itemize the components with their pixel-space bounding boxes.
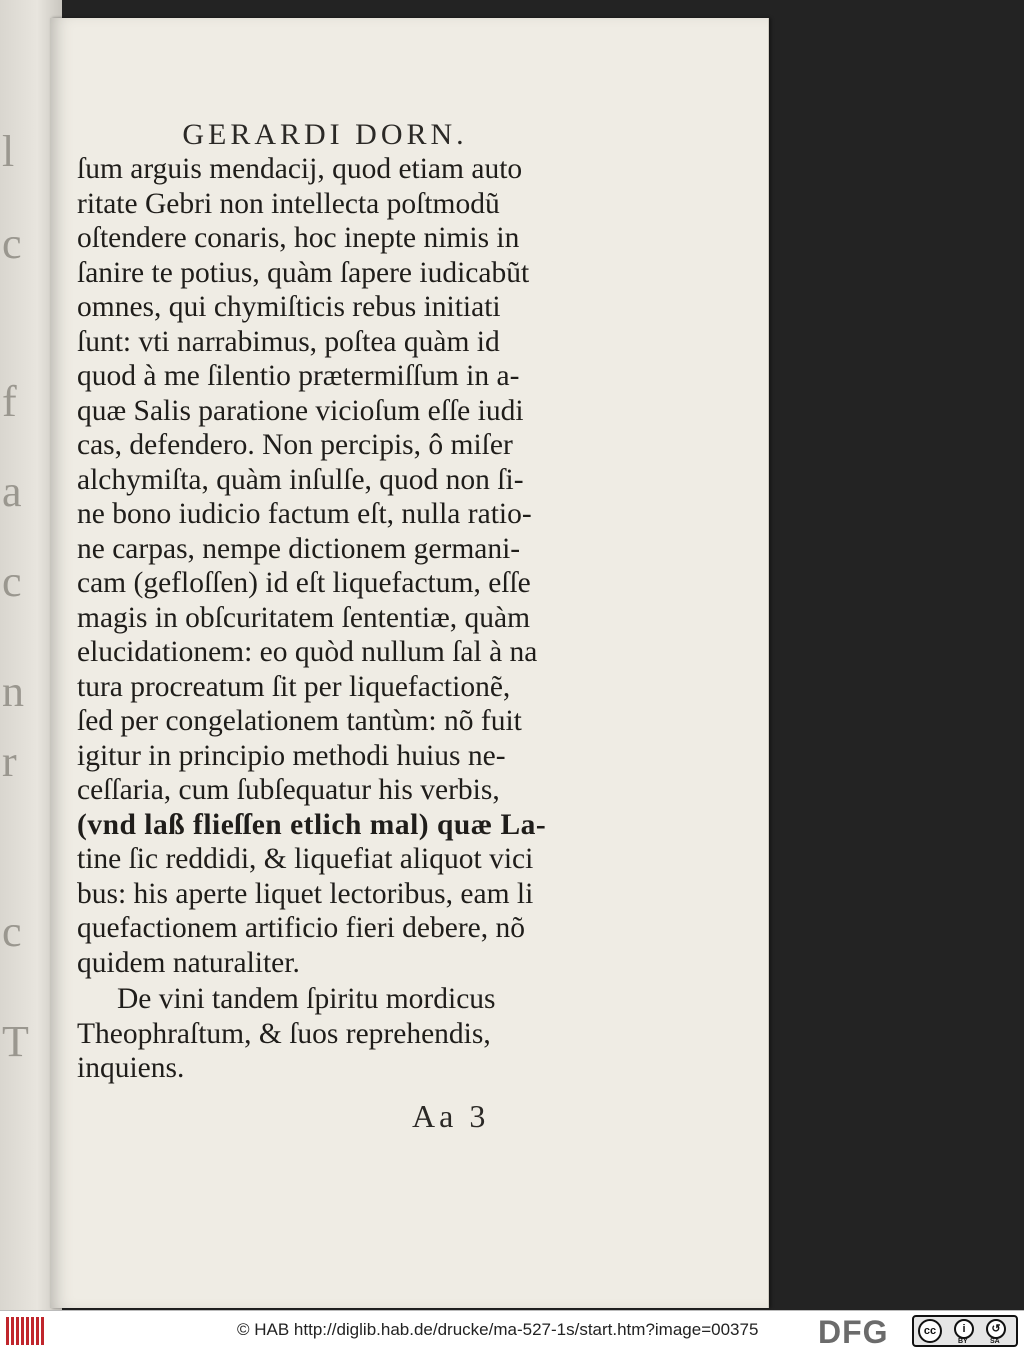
- text-line: alchymiſta, quàm inſulſe, quod non ſi-: [77, 463, 524, 496]
- text-line: quæ Salis paratione vicioſum eſſe iudi: [77, 394, 524, 427]
- text-line-german: (vnd laß flieſſen etlich mal) quæ La-: [77, 808, 547, 841]
- signature-mark: Aa 3: [412, 1098, 490, 1134]
- cc-license-badge[interactable]: [912, 1315, 1018, 1347]
- sa-sharealike-icon: ↺: [986, 1319, 1006, 1339]
- text-line: cas, defendero. Non percipis, ô miſer: [77, 429, 513, 461]
- by-attribution-icon: i: [954, 1319, 974, 1339]
- text-line: tine ſic reddidi, & liquefiat aliquot vici: [77, 843, 534, 875]
- dfg-logo: DFG: [818, 1314, 889, 1350]
- viewer-footer: [0, 1310, 1024, 1351]
- text-line: Theophraſtum, & ſuos reprehendis,: [77, 1017, 491, 1050]
- text-line: omnes, qui chymiſticis rebus initiati: [77, 291, 501, 323]
- text-line: ritate Gebri non intellecta poſtmodũ: [77, 187, 500, 220]
- text-line: quod à me ſilentio prætermiſſum in a-: [77, 360, 520, 392]
- text-line: ſunt: vti narrabimus, poſtea quàm id: [77, 325, 500, 358]
- hab-logo-icon: [6, 1317, 46, 1345]
- page-body-text: [77, 152, 597, 1086]
- text-line: quefactionem artificio fieri debere, nõ: [77, 912, 526, 944]
- text-line: oſtendere conaris, hoc inepte nimis in: [77, 222, 520, 254]
- copyright-link[interactable]: © HAB http://diglib.hab.de/drucke/ma-527-1s/start.htm?image=00375: [237, 1320, 759, 1339]
- text-line: magis in obſcuritatem ſententiæ, quàm: [77, 601, 531, 634]
- text-line: bus: his aperte liquet lectoribus, eam li: [77, 877, 534, 910]
- text-line: ſanire te potius, quàm ſapere iudicabũt: [77, 256, 530, 289]
- text-line: inquiens.: [77, 1052, 185, 1084]
- text-line: ſum arguis mendacij, quod etiam auto: [77, 153, 523, 185]
- cc-icon: cc: [918, 1319, 942, 1343]
- text-line: ſed per congelationem tantùm: nõ fuit: [77, 705, 522, 737]
- adjacent-page-edge: l c f a c n r c T: [0, 0, 62, 1310]
- text-line: ne carpas, nempe dictionem germani-: [77, 532, 521, 565]
- text-line: cam (gefloſſen) id eſt liquefactum, eſſe: [77, 567, 531, 599]
- text-line: ceſſaria, cum ſubſequatur his verbis,: [77, 774, 500, 806]
- by-label: BY: [958, 1338, 968, 1345]
- text-line: igitur in principio methodi huius ne-: [77, 739, 506, 772]
- sa-label: SA: [990, 1338, 1000, 1345]
- text-line: tura procreatum ſit per liquefactionẽ,: [77, 670, 511, 703]
- paragraph-start-line: De vini tandem ſpiritu mordicus: [117, 983, 496, 1015]
- text-line: elucidationem: eo quòd nullum ſal à na: [77, 636, 538, 668]
- running-head: GERARDI DORN.: [182, 118, 468, 151]
- text-line: quidem naturaliter.: [77, 946, 300, 979]
- text-line: ne bono iudicio factum eſt, nulla ratio-: [77, 498, 532, 530]
